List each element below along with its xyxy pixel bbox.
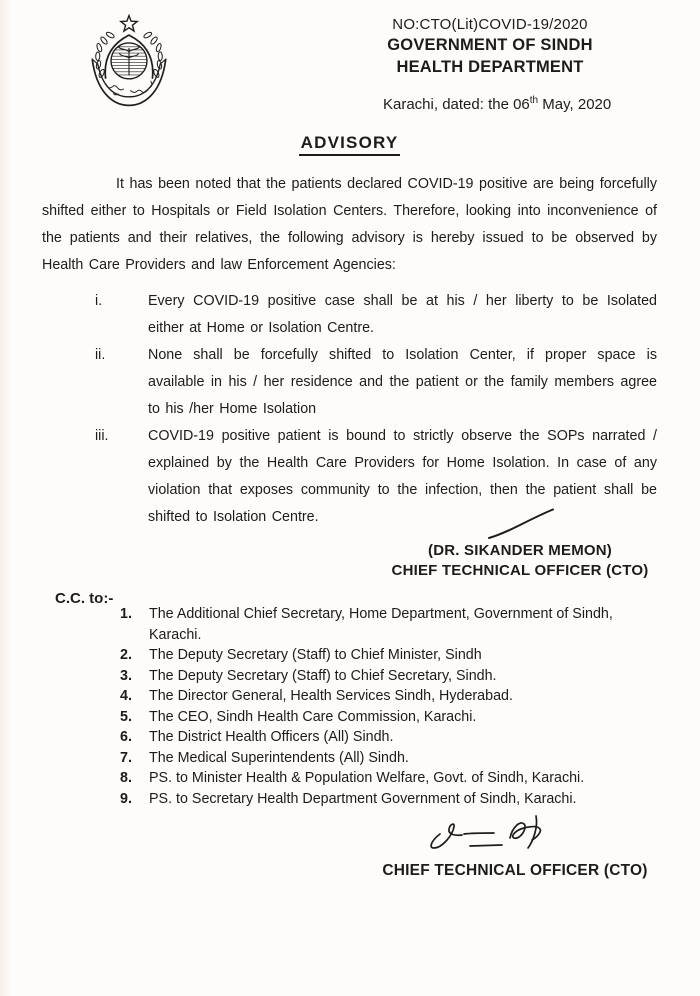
handwritten-signature-icon bbox=[424, 810, 556, 860]
list-item-text: The Medical Superintendents (All) Sindh. bbox=[149, 749, 409, 766]
list-item-text: The District Health Officers (All) Sindh. bbox=[149, 729, 394, 745]
cc-list-item bbox=[120, 707, 657, 728]
signatory-title: CHIEF TECHNICAL OFFICER (CTO) bbox=[391, 562, 649, 579]
list-marker: 4. bbox=[120, 688, 132, 704]
list-item-text: Every COVID-19 positive case shall be at his / her liberty to be Isolated either at Home or Isolation Centre. bbox=[148, 293, 657, 336]
date-ordinal: th bbox=[529, 95, 539, 106]
cc-heading: C.C. to:- bbox=[55, 590, 114, 607]
list-marker: iii. bbox=[95, 428, 109, 444]
letterhead bbox=[328, 16, 652, 77]
advisory-list-item bbox=[95, 342, 657, 423]
list-marker: 7. bbox=[120, 749, 132, 766]
date-line bbox=[383, 95, 611, 113]
sindh-government-crest-icon bbox=[82, 14, 176, 114]
date-prefix: Karachi, dated: the 06 bbox=[383, 96, 530, 113]
department-name: HEALTH DEPARTMENT bbox=[396, 58, 584, 76]
advisory-list-item bbox=[95, 423, 657, 531]
list-item-text: The Deputy Secretary (Staff) to Chief Minister, Sindh bbox=[149, 647, 482, 663]
list-item-text: The CEO, Sindh Health Care Commission, Karachi. bbox=[149, 708, 477, 725]
pen-stroke-icon bbox=[486, 508, 556, 540]
advisory-list bbox=[95, 288, 657, 531]
cc-list-item bbox=[120, 748, 657, 769]
list-marker: 2. bbox=[120, 647, 132, 663]
list-item-text: COVID-19 positive patient is bound to strictly observe the SOPs narrated / explained by the Health Care Providers for Home Isolation. In case of any violation that exposes community to the infection, then the patient shall be shifted to Isolation Centre. bbox=[148, 428, 657, 525]
list-marker: 9. bbox=[120, 790, 132, 807]
footer-officer-title: CHIEF TECHNICAL OFFICER (CTO) bbox=[382, 862, 648, 879]
document-title: ADVISORY bbox=[299, 133, 401, 156]
list-item-text: The Additional Chief Secretary, Home Department, Government of Sindh, Karachi. bbox=[149, 606, 613, 643]
cc-list-item bbox=[120, 666, 657, 687]
reference-number: NO:CTO(Lit)COVID-19/2020 bbox=[392, 16, 588, 33]
cc-list-item bbox=[120, 686, 657, 707]
signatory-block bbox=[388, 541, 652, 581]
org-name: GOVERNMENT OF SINDH bbox=[387, 36, 593, 54]
list-item-text: The Deputy Secretary (Staff) to Chief Secretary, Sindh. bbox=[149, 667, 497, 684]
intro-paragraph: It has been noted that the patients declared COVID-19 positive are being forcefully shifted either to Hospitals or Field Isolation Centers. Therefore, looking into inconvenience of the patients and their relatives, the following advisory is hereby issued to be observed by Health Care Providers and law Enforcement Agencies: bbox=[42, 176, 657, 273]
cc-list-item bbox=[120, 727, 657, 748]
cc-list-item bbox=[120, 789, 657, 810]
list-marker: ii. bbox=[95, 347, 106, 363]
list-marker: 6. bbox=[120, 729, 132, 745]
cc-list-item bbox=[120, 604, 657, 645]
signatory-name: (DR. SIKANDER MEMON) bbox=[428, 542, 612, 559]
list-marker: 3. bbox=[120, 667, 132, 684]
list-marker: 1. bbox=[120, 606, 132, 622]
list-item-text: PS. to Minister Health & Population Welfare, Govt. of Sindh, Karachi. bbox=[149, 770, 585, 786]
cc-list-item bbox=[120, 645, 657, 666]
list-marker: i. bbox=[95, 293, 103, 309]
list-item-text: The Director General, Health Services Sindh, Hyderabad. bbox=[149, 688, 513, 704]
list-marker: 8. bbox=[120, 770, 132, 786]
advisory-list-item bbox=[95, 288, 657, 342]
cc-list-item bbox=[120, 768, 657, 789]
list-marker: 5. bbox=[120, 708, 132, 725]
list-item-text: None shall be forcefully shifted to Isolation Center, if proper space is available in his / her residence and the patient or the family members agree to his /her Home Isolation bbox=[148, 347, 657, 417]
cc-list bbox=[120, 604, 657, 809]
list-item-text: PS. to Secretary Health Department Government of Sindh, Karachi. bbox=[149, 790, 577, 807]
date-suffix: May, 2020 bbox=[538, 96, 612, 113]
title-row bbox=[42, 133, 657, 156]
